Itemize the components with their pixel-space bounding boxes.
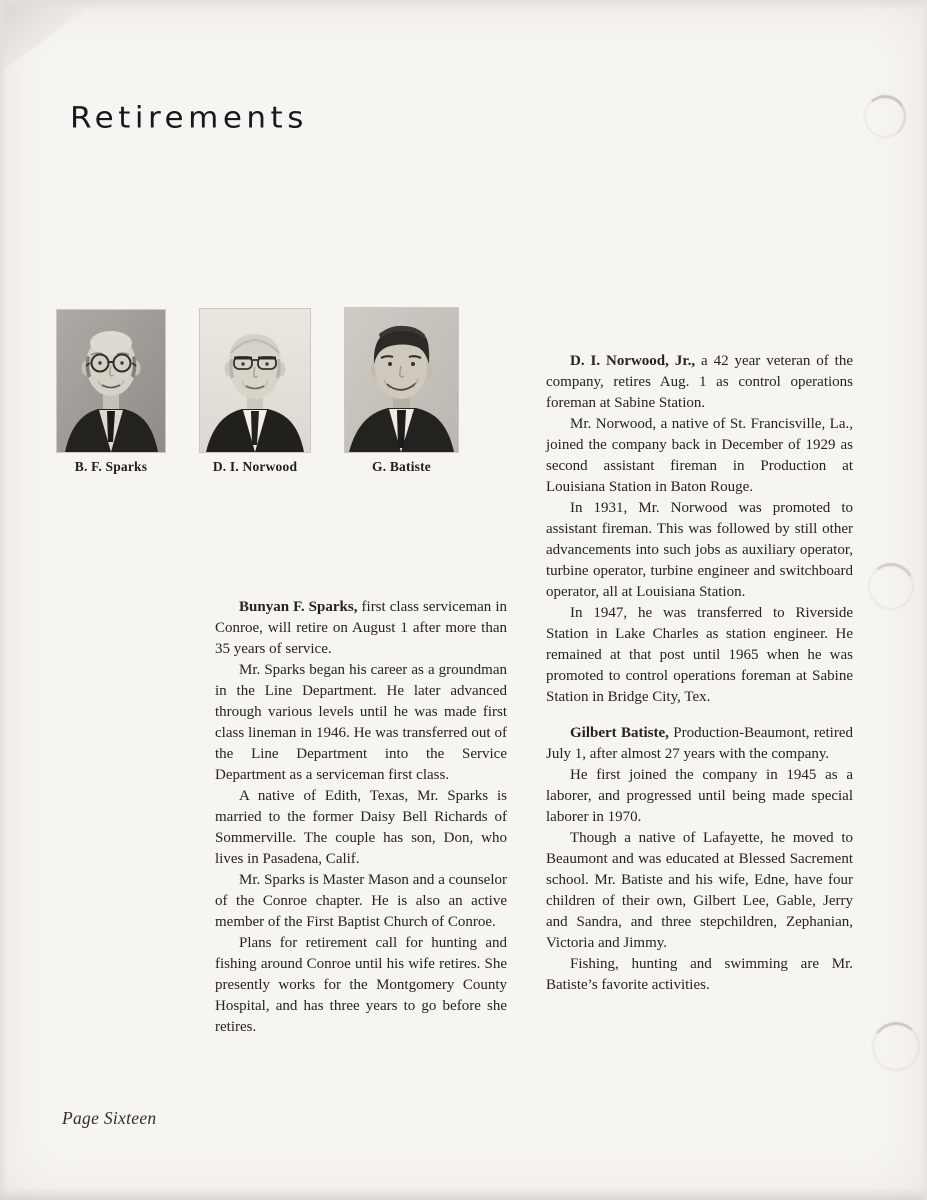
portrait-figure-sparks bbox=[57, 310, 165, 475]
paragraph-text: Though a native of Lafayette, he moved to Beaumont and was educated at Blessed Sacrement school. Mr. Batiste and his wife, Edne, have four children of their own, Gilbert Lee, Gable, Jerry and Sandra, and three stepchildren, Zephanian, Victoria and Jimmy. bbox=[546, 830, 853, 951]
paragraph bbox=[546, 765, 853, 828]
paragraph bbox=[546, 828, 853, 954]
paragraph bbox=[546, 723, 853, 765]
article-sparks bbox=[215, 597, 507, 1038]
punch-hole-icon bbox=[864, 559, 919, 615]
paragraph-text: a 42 year veteran of the company, retires Aug. 1 as control operations foreman at Sabine Station. bbox=[546, 353, 853, 411]
photo-caption-norwood: D. I. Norwood bbox=[212, 459, 298, 474]
paragraph-text: He first joined the company in 1945 as a laborer, and progressed until being made special laborer in 1970. bbox=[546, 767, 853, 825]
paragraph bbox=[215, 870, 507, 933]
paragraph bbox=[546, 603, 853, 708]
portrait-figure-batiste bbox=[345, 308, 458, 475]
paragraph-text: A native of Edith, Texas, Mr. Sparks is married to the former Daisy Bell Richards of Sommerville. The couple has son, Don, who lives in Pasadena, Calif. bbox=[215, 788, 507, 867]
paragraph bbox=[215, 786, 507, 870]
paragraph bbox=[546, 414, 853, 498]
portrait-figure-norwood bbox=[200, 309, 310, 475]
page-edge-shadow-top bbox=[0, 0, 927, 10]
paragraph-text: first class serviceman in Conroe, will retire on August 1 after more than 35 years of service. bbox=[215, 599, 507, 657]
portrait-photo-batiste bbox=[345, 308, 458, 452]
page-title: Retirements bbox=[70, 100, 308, 136]
page-corner-shadow bbox=[0, 0, 100, 72]
paragraph-text: Mr. Sparks began his career as a groundman in the Line Department. He later advanced through various levels until he was made first class lineman in 1946. He was transferred out of the Line Department into the Service Department as a serviceman first class. bbox=[215, 662, 507, 783]
punch-hole-icon bbox=[870, 1020, 923, 1074]
paragraph bbox=[546, 351, 853, 414]
paragraph bbox=[215, 597, 507, 660]
photo-caption-sparks: B. F. Sparks bbox=[74, 459, 148, 474]
paragraph bbox=[546, 954, 853, 996]
paragraph-text: Fishing, hunting and swimming are Mr. Batiste’s favorite activities. bbox=[546, 956, 853, 993]
paragraph-text: Mr. Norwood, a native of St. Francisville, La., joined the company back in December of 1929 as second assistant fireman in Production at Louisiana Station in Baton Rouge. bbox=[546, 416, 853, 495]
paragraph-text: Plans for retirement call for hunting and fishing around Conroe until his wife retires. She presently works for the Montgomery County Hospital, and has three years to go before she retires. bbox=[215, 935, 507, 1035]
right-column bbox=[546, 351, 853, 996]
paragraph-lead: Bunyan F. Sparks, bbox=[239, 599, 358, 615]
paragraph-text: In 1947, he was transferred to Riverside Station in Lake Charles as station engineer. He remained at that post until 1965 when he was promoted to control operations foreman at Sabine Station in Bridge City, Tex. bbox=[546, 605, 853, 705]
paragraph bbox=[215, 660, 507, 786]
paragraph-lead: D. I. Norwood, Jr., bbox=[570, 353, 696, 369]
page-edge-shadow-bottom bbox=[0, 1188, 927, 1200]
photo-caption-batiste: G. Batiste bbox=[372, 459, 431, 474]
portrait-photo-sparks bbox=[57, 310, 165, 452]
page-edge-shadow-right bbox=[922, 0, 927, 1200]
article-norwood bbox=[546, 351, 853, 708]
paragraph-lead: Gilbert Batiste, bbox=[570, 725, 669, 741]
page-number: Page Sixteen bbox=[62, 1108, 157, 1128]
paragraph-text: In 1931, Mr. Norwood was promoted to assistant fireman. This was followed by still other advancements into such jobs as auxiliary operator, turbine operator, turbine engineer and switchboard operator, all at Louisiana Station. bbox=[546, 500, 853, 600]
paragraph-text: Production-Beaumont, retired July 1, after almost 27 years with the company. bbox=[546, 725, 853, 762]
article-batiste bbox=[546, 723, 853, 996]
paragraph bbox=[215, 933, 507, 1038]
punch-hole-icon bbox=[861, 92, 909, 140]
paragraph bbox=[546, 498, 853, 603]
paragraph-text: Mr. Sparks is Master Mason and a counselor of the Conroe chapter. He is also an active member of the First Baptist Church of Conroe. bbox=[215, 872, 507, 930]
portrait-photo-norwood bbox=[200, 309, 310, 452]
page-edge-shadow-left bbox=[0, 0, 7, 1200]
